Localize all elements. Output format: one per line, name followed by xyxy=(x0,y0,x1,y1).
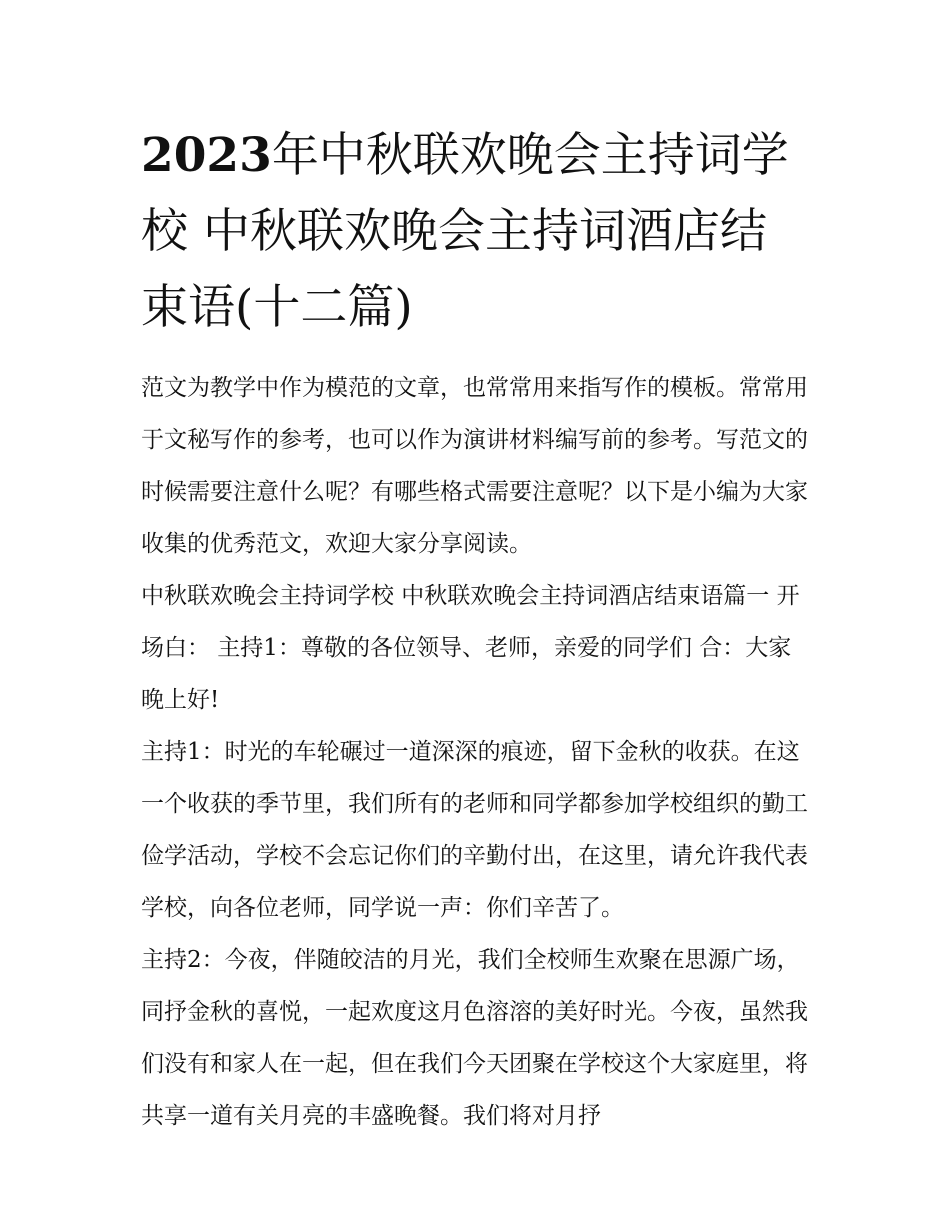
host2-paragraph: 主持2：今夜，伴随皎洁的月光，我们全校师生欢聚在思源广场，同抒金秋的喜悦，一起欢度这月色溶溶的美好时光。今夜，虽然我们没有和家人在一起，但在我们今天团聚在学校这个大家庭里，将共享一道有关月亮的丰盛晚餐。我们将对月抒 xyxy=(141,947,808,1129)
document-body xyxy=(141,362,813,1142)
section-heading-paragraph: 中秋联欢晚会主持词学校 中秋联欢晚会主持词酒店结束语篇一 开场白： 主持1：尊敬的各位领导、老师，亲爱的同学们 合：大家晚上好! xyxy=(141,583,800,713)
host1-paragraph: 主持1：时光的车轮碾过一道深深的痕迹，留下金秋的收获。在这一个收获的季节里，我们所有的老师和同学都参加学校组织的勤工俭学活动，学校不会忘记你们的辛勤付出，在这里，请允许我代表学校，向各位老师，同学说一声：你们辛苦了。 xyxy=(141,739,808,921)
title-text: 年中秋联欢晚会主持词学校 中秋联欢晚会主持词酒店结束语(十二篇) xyxy=(141,128,789,335)
document-page xyxy=(141,118,813,1142)
document-title xyxy=(141,118,813,346)
title-year: 2023 xyxy=(141,128,272,183)
intro-paragraph: 范文为教学中作为模范的文章，也常常用来指写作的模板。常常用于文秘写作的参考，也可以作为演讲材料编写前的参考。写范文的时候需要注意什么呢？有哪些格式需要注意呢？以下是小编为大家收集的优秀范文，欢迎大家分享阅读。 xyxy=(141,375,808,557)
